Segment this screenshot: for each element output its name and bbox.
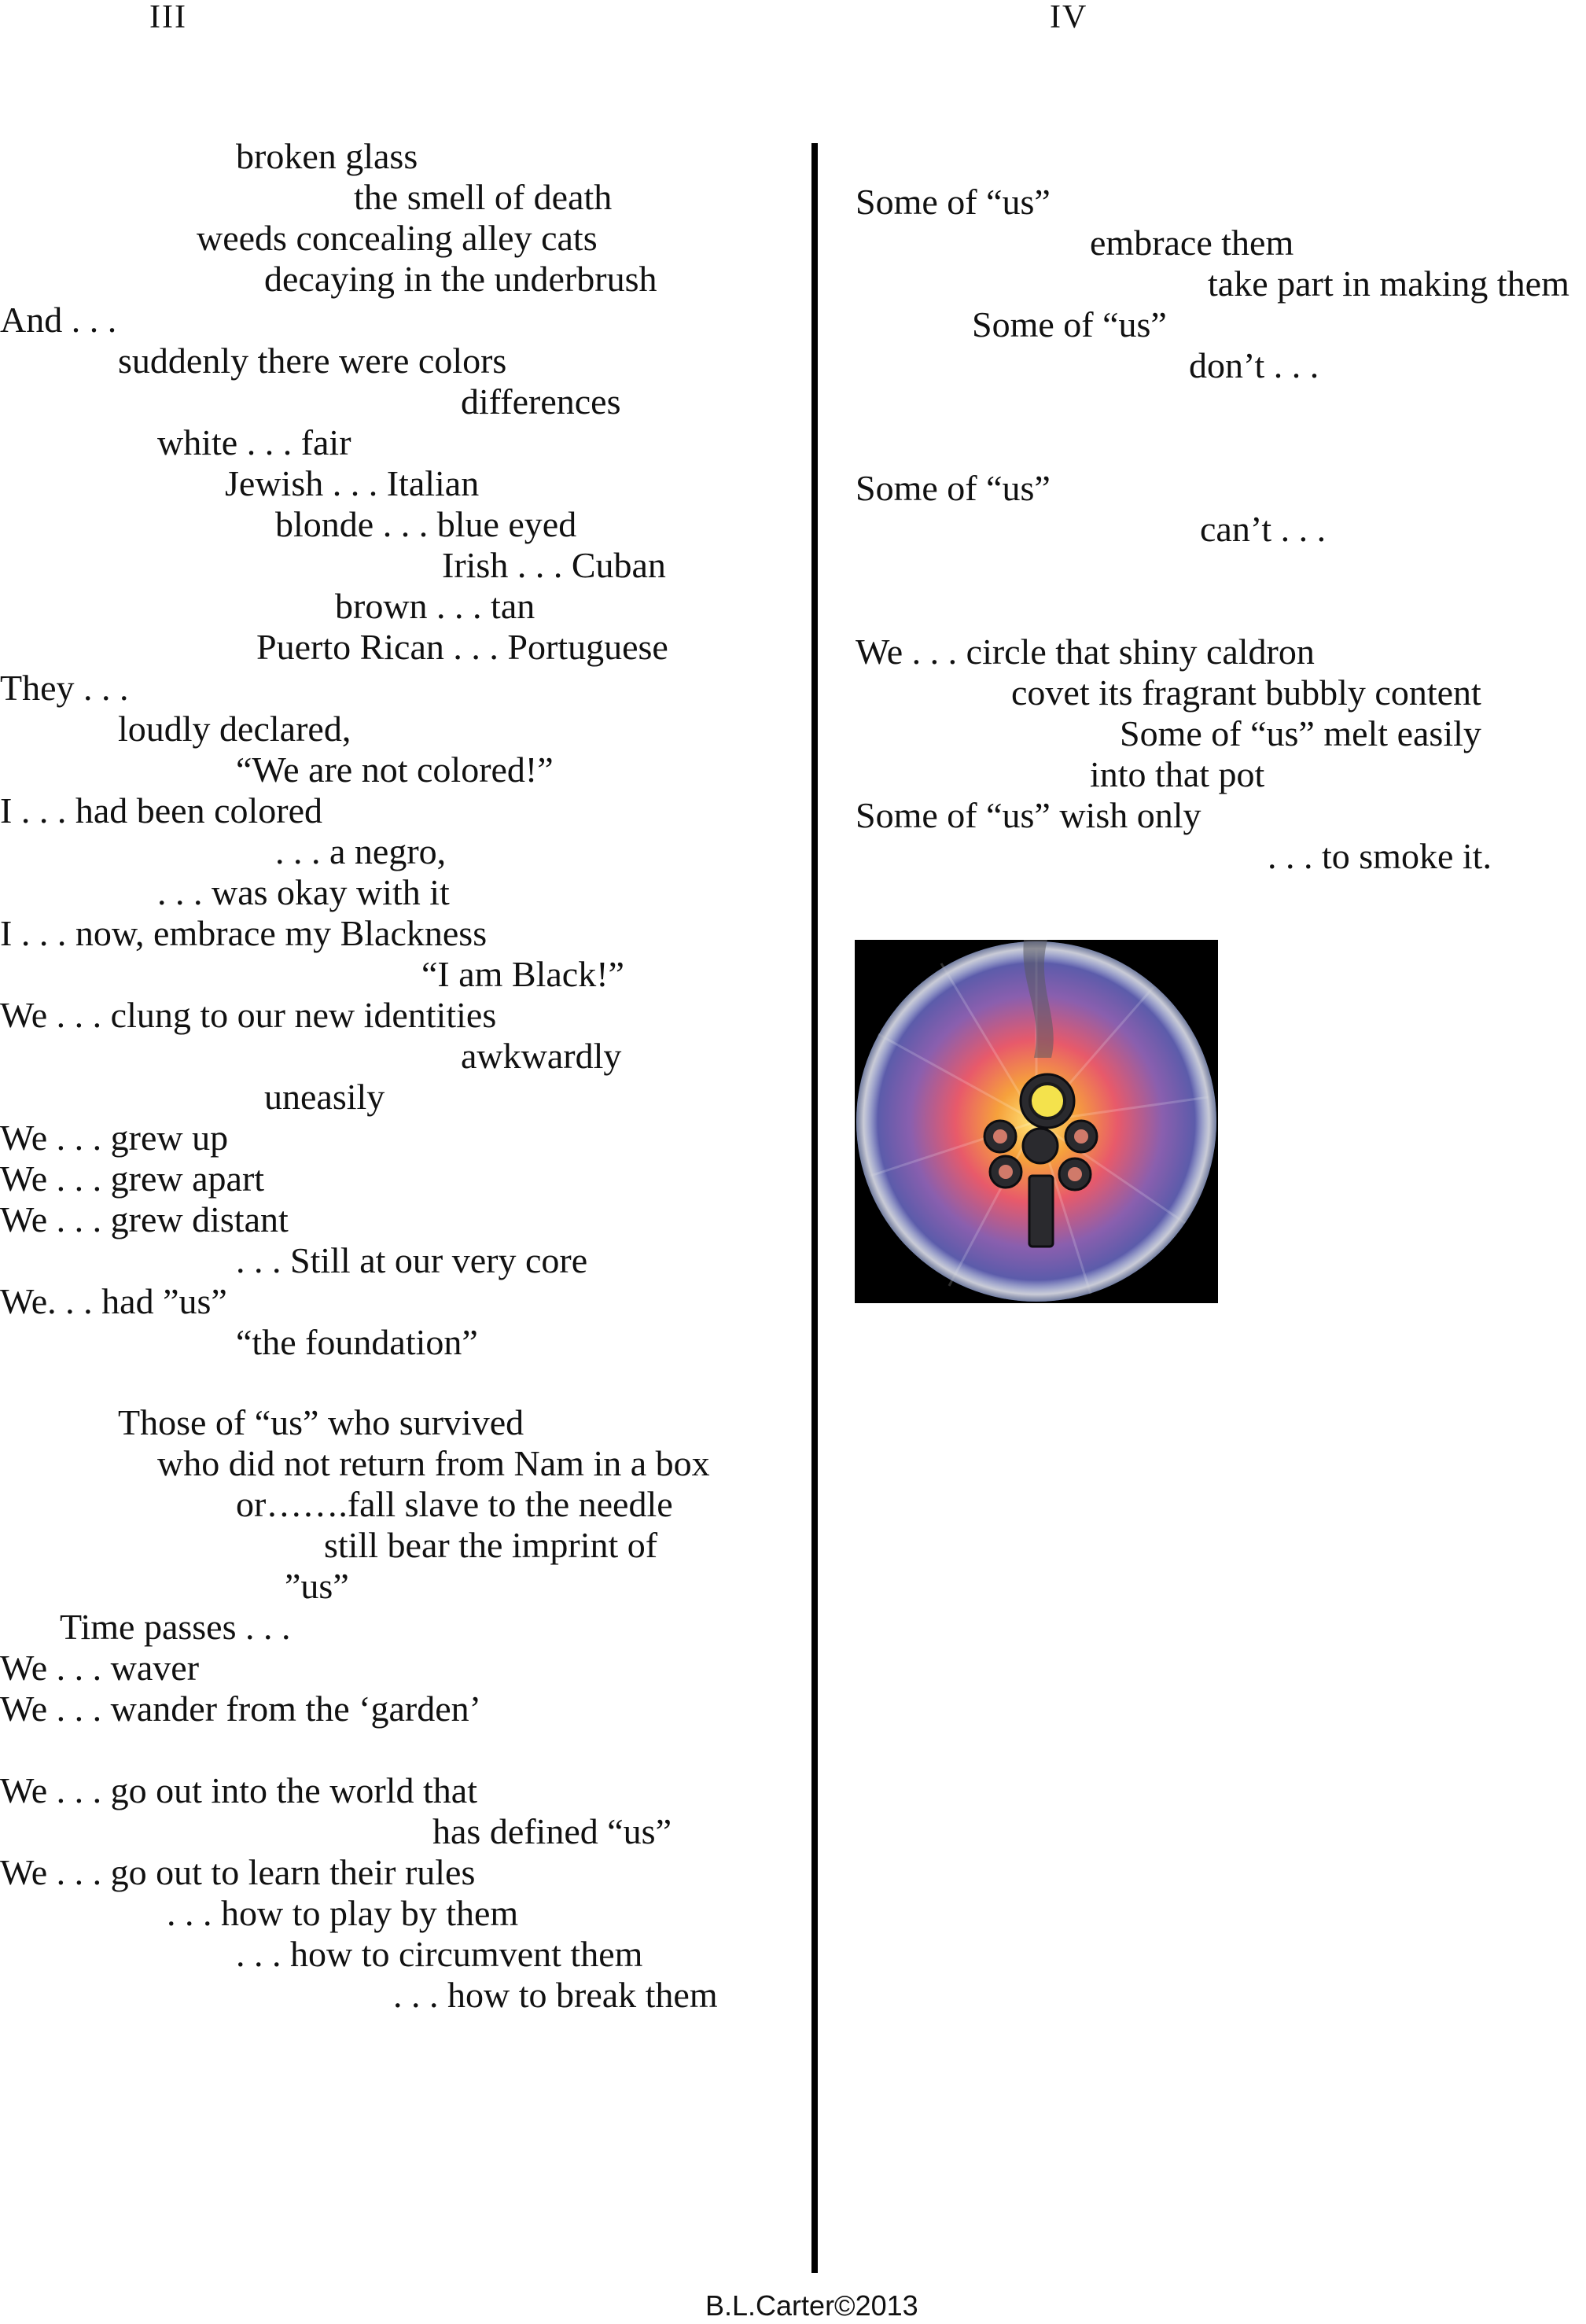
left-line: They . . . xyxy=(0,668,129,708)
right-line: can’t . . . xyxy=(1200,509,1327,549)
painting-image xyxy=(855,940,1218,1303)
right-line: . . . to smoke it. xyxy=(1268,836,1492,876)
left-line: . . . how to circumvent them xyxy=(236,1934,643,1974)
right-line: embrace them xyxy=(1090,223,1294,263)
left-line: differences xyxy=(461,381,621,422)
left-line: “I am Black!” xyxy=(421,954,624,994)
column-divider xyxy=(811,143,818,2273)
right-line: don’t . . . xyxy=(1189,345,1319,385)
left-line: blonde . . . blue eyed xyxy=(275,504,577,544)
left-line: . . . how to break them xyxy=(393,1975,718,2015)
left-line: . . . a negro, xyxy=(275,831,447,871)
right-line: covet its fragrant bubbly content xyxy=(1011,672,1481,713)
left-line: We . . . go out to learn their rules xyxy=(0,1852,476,1892)
left-line: . . . Still at our very core xyxy=(236,1240,588,1280)
left-line: awkwardly xyxy=(461,1036,622,1076)
left-line: suddenly there were colors xyxy=(118,341,507,381)
left-line: We. . . had ”us” xyxy=(0,1281,227,1321)
left-line: . . . was okay with it xyxy=(157,872,450,912)
left-line: . . . how to play by them xyxy=(167,1893,519,1933)
right-line: into that pot xyxy=(1090,754,1265,794)
right-line: take part in making them xyxy=(1208,263,1569,304)
left-line: We . . . waver xyxy=(0,1648,200,1688)
left-line: loudly declared, xyxy=(118,709,351,749)
left-line: I . . . had been colored xyxy=(0,790,323,831)
left-line: “the foundation” xyxy=(236,1322,478,1362)
left-line: We . . . grew apart xyxy=(0,1158,265,1199)
left-line: I . . . now, embrace my Blackness xyxy=(0,913,488,953)
left-line: Those of “us” who survived xyxy=(118,1402,524,1442)
left-line: We . . . grew distant xyxy=(0,1199,289,1239)
left-line: We . . . go out into the world that xyxy=(0,1770,477,1810)
left-line: has defined “us” xyxy=(432,1811,672,1851)
right-line: Some of “us” xyxy=(972,304,1167,344)
left-line: We . . . clung to our new identities xyxy=(0,995,497,1035)
painting-artwork xyxy=(855,940,1218,1303)
left-line: who did not return from Nam in a box xyxy=(157,1443,710,1483)
left-line: the smell of death xyxy=(354,177,613,217)
left-line: Time passes . . . xyxy=(60,1607,291,1647)
left-line: broken glass xyxy=(236,136,418,176)
left-line: Puerto Rican . . . Portuguese xyxy=(256,627,668,667)
section-number-right: IV xyxy=(1050,0,1088,35)
left-line: brown . . . tan xyxy=(335,586,535,626)
left-line: Irish . . . Cuban xyxy=(442,545,666,585)
left-line: And . . . xyxy=(0,300,117,340)
left-line: decaying in the underbrush xyxy=(264,259,657,299)
left-line: We . . . grew up xyxy=(0,1118,229,1158)
left-line: uneasily xyxy=(264,1077,385,1117)
left-line: weeds concealing alley cats xyxy=(197,218,598,258)
right-line: Some of “us” melt easily xyxy=(1120,713,1481,753)
right-line: Some of “us” xyxy=(856,182,1051,222)
left-line: “We are not colored!” xyxy=(236,749,554,790)
left-line: Jewish . . . Italian xyxy=(225,463,480,503)
left-line: ”us” xyxy=(285,1566,349,1606)
left-line: white . . . fair xyxy=(157,422,351,462)
left-line: still bear the imprint of xyxy=(324,1525,658,1565)
left-line: or…….fall slave to the needle xyxy=(236,1484,673,1524)
right-line: Some of “us” wish only xyxy=(856,795,1201,835)
section-number-left: III xyxy=(149,0,187,35)
copyright-credit: B.L.Carter©2013 xyxy=(705,2289,918,2322)
right-line: Some of “us” xyxy=(856,468,1051,508)
right-line: We . . . circle that shiny caldron xyxy=(856,632,1315,672)
left-line: We . . . wander from the ‘garden’ xyxy=(0,1689,481,1729)
